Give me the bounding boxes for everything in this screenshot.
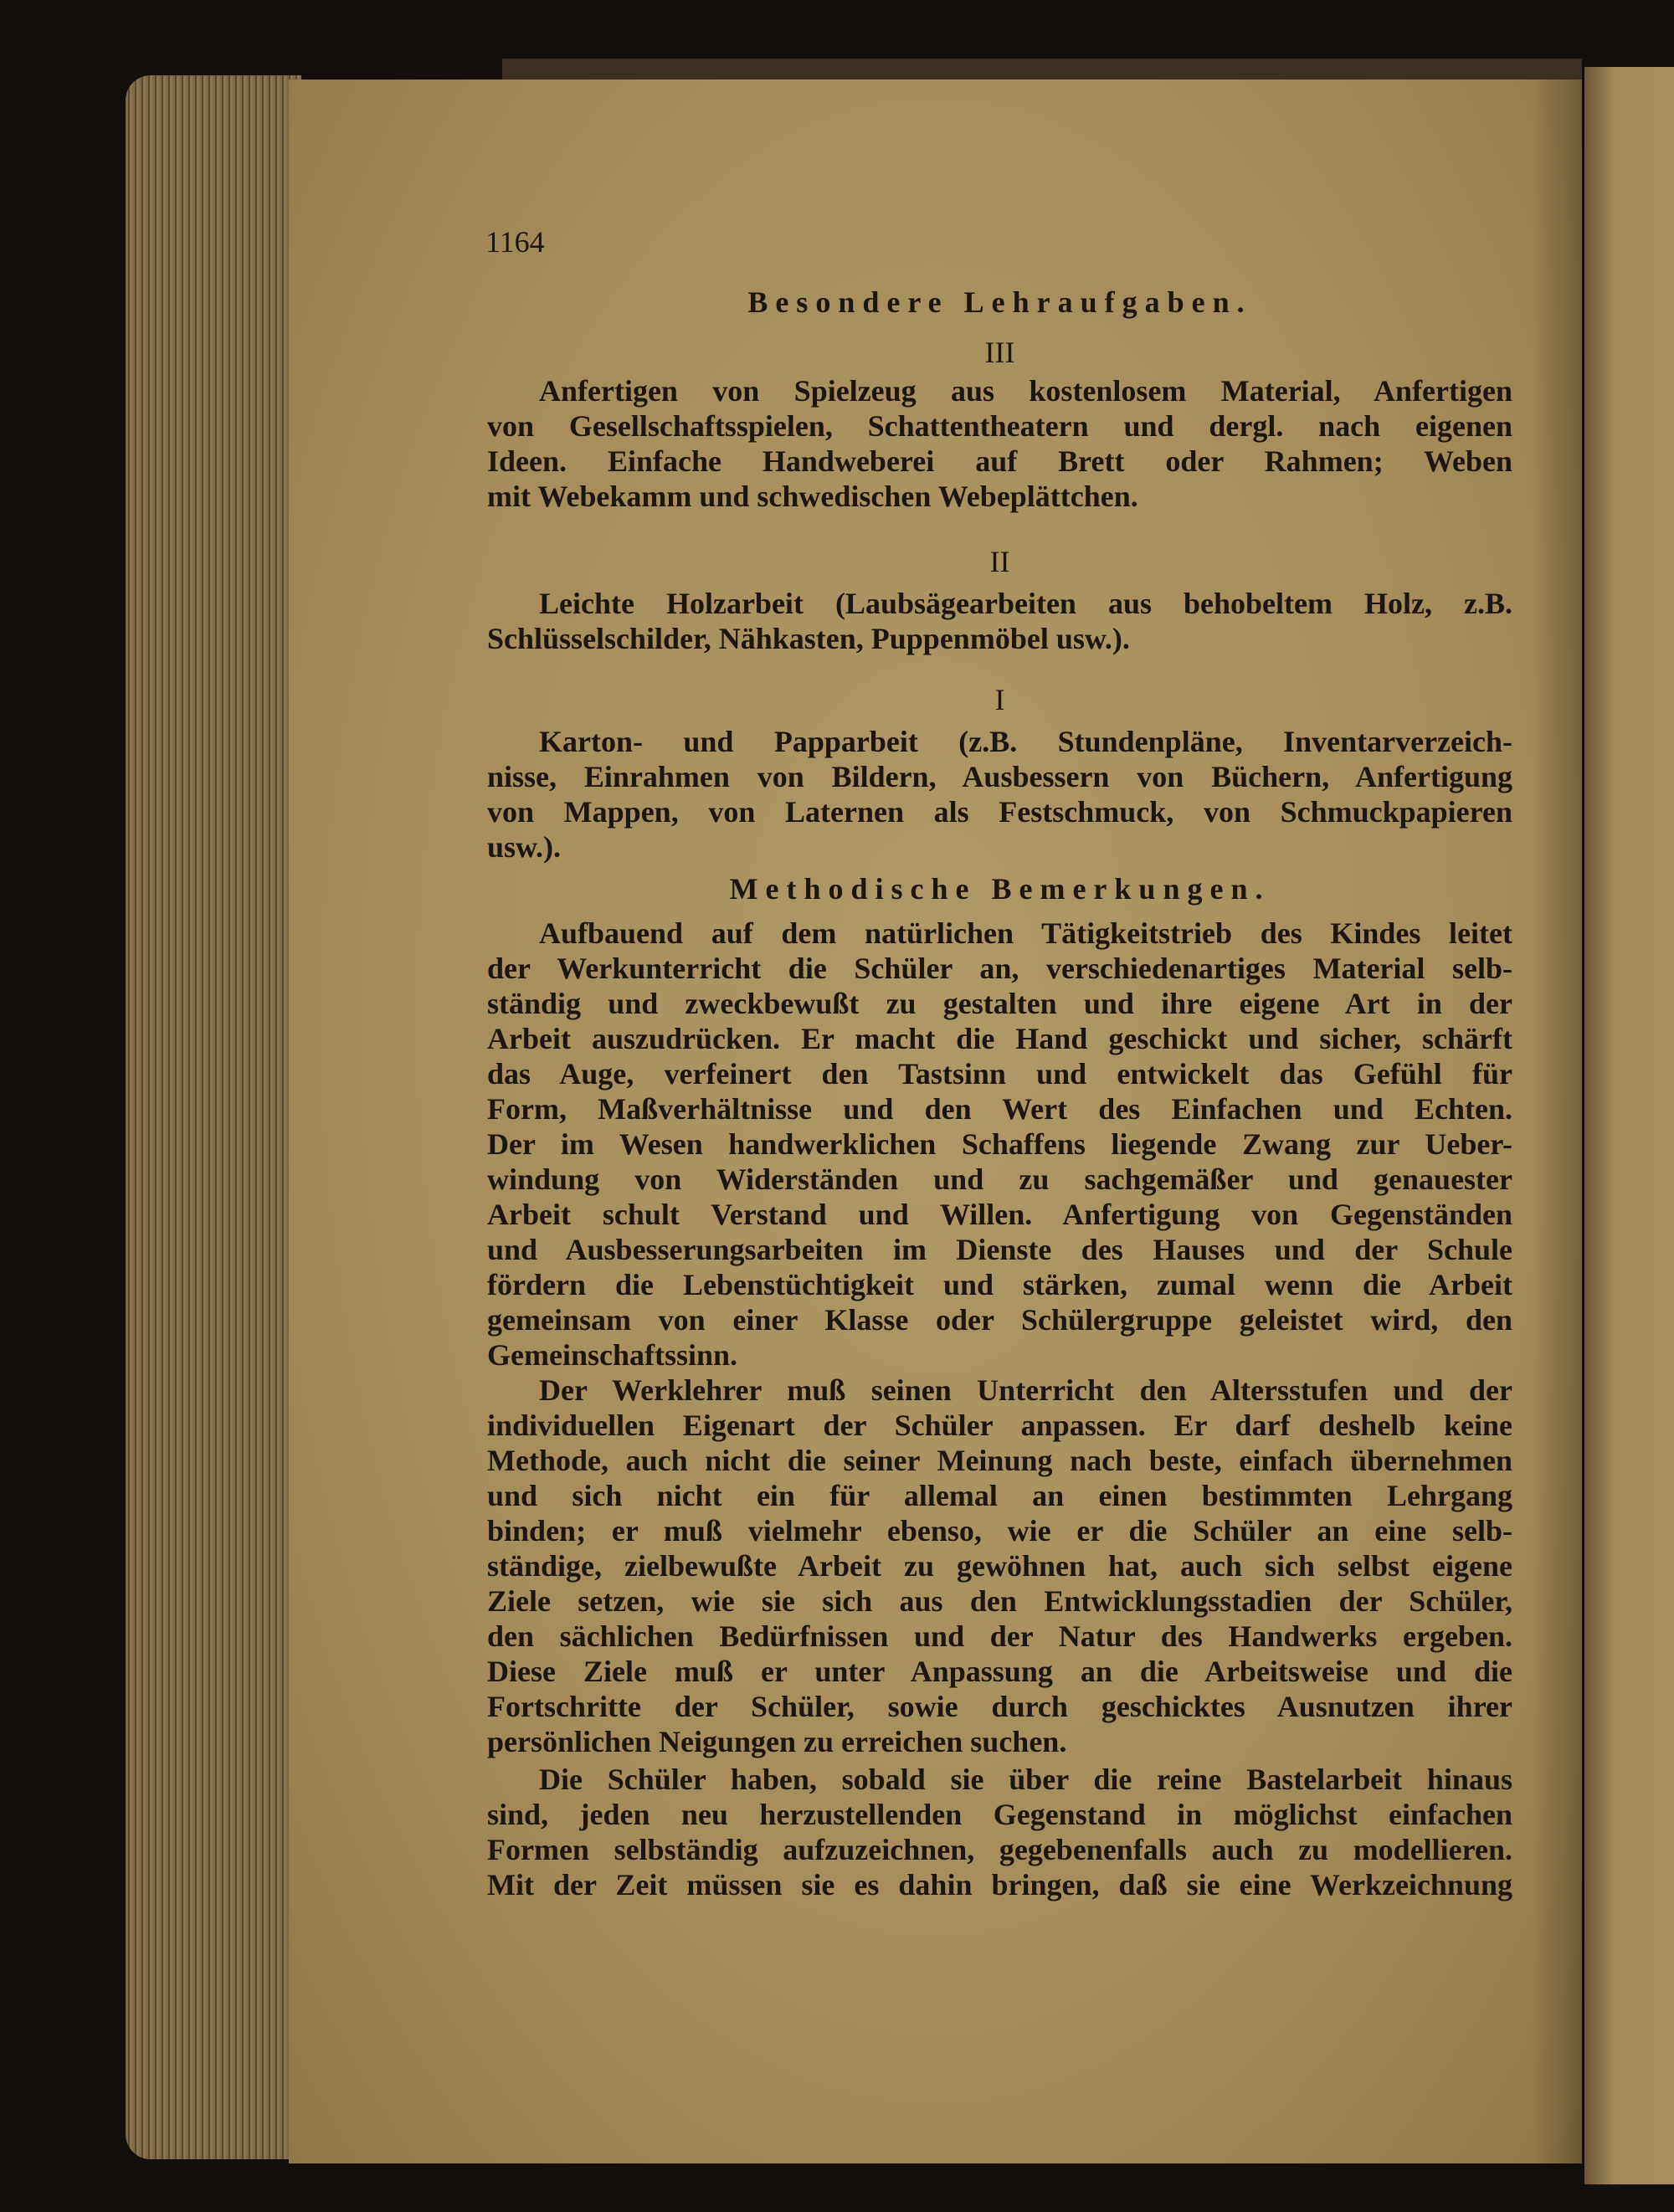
text-line: Leichte Holzarbeit (Laubsägearbeiten aus behobeltem Holz, z.B. — [539, 587, 1512, 620]
text-line: fördern die Lebenstüchtigkeit und stärken, zumal wenn die Arbeit — [487, 1268, 1512, 1301]
text-line: das Auge, verfeinert den Tastsinn und entwickelt das Gefühl für — [487, 1057, 1512, 1091]
text-line: Fortschritte der Schüler, sowie durch geschicktes Ausnutzen ihrer — [487, 1690, 1512, 1723]
text-line: individuellen Eigenart der Schüler anpassen. Er darf deshelb keine — [487, 1409, 1512, 1442]
text-line: Der im Wesen handwerklichen Schaffens liegende Zwang zur Ueber- — [487, 1127, 1512, 1161]
text-line: Form, Maßverhältnisse und den Wert des Einfachen und Echten. — [487, 1092, 1512, 1126]
text-line: und sich nicht ein für allemal an einen bestimmten Lehrgang — [487, 1479, 1512, 1512]
text-line: Formen selbständig aufzuzeichnen, gegebenenfalls auch zu modellieren. — [487, 1833, 1512, 1866]
text-line: persönlichen Neigungen zu erreichen suchen. — [487, 1725, 1067, 1758]
text-line: Der Werklehrer muß seinen Unterricht den Altersstufen und der — [539, 1373, 1512, 1407]
paragraph-1 — [487, 916, 1512, 1373]
section-ii-text — [487, 586, 1512, 656]
text-line: Arbeit auszudrücken. Er macht die Hand geschickt und sicher, schärft — [487, 1022, 1512, 1055]
section-title: Besondere Lehraufgaben. — [747, 285, 1252, 319]
text-line: Die Schüler haben, sobald sie über die reine Bastelarbeit hinaus — [539, 1763, 1512, 1796]
paragraph-2 — [487, 1373, 1512, 1759]
text-line: von Gesellschaftsspielen, Schattentheatern und dergl. nach eigenen — [487, 409, 1512, 443]
text-line: ständig und zweckbewußt zu gestalten und ihre eigene Art in der — [487, 987, 1512, 1020]
text-line: Gemeinschaftssinn. — [487, 1338, 738, 1372]
text-line: Diese Ziele muß er unter Anpassung an die Arbeitsweise und die — [487, 1655, 1512, 1688]
section-i-text — [487, 724, 1512, 865]
text-line: Schlüsselschilder, Nähkasten, Puppenmöbel usw.). — [487, 622, 1130, 655]
text-line: Aufbauend auf dem natürlichen Tätigkeitstrieb des Kindes leitet — [539, 916, 1512, 950]
paragraph-3 — [487, 1762, 1512, 1902]
text-line: Ideen. Einfache Handweberei auf Brett oder Rahmen; Weben — [487, 444, 1512, 478]
text-line: ständige, zielbewußte Arbeit zu gewöhnen hat, auch sich selbst eigene — [487, 1549, 1512, 1583]
text-line: gemeinsam von einer Klasse oder Schülergruppe geleistet wird, den — [487, 1303, 1512, 1337]
remarks-heading: Methodische Bemerkungen. — [729, 872, 1271, 906]
book-page-edges — [126, 75, 301, 2159]
text-line: den sächlichen Bedürfnissen und der Natur des Handwerks ergeben. — [487, 1619, 1512, 1653]
text-line: nisse, Einrahmen von Bildern, Ausbessern von Büchern, Anfertigung — [487, 760, 1512, 793]
facing-page-edge — [1584, 67, 1674, 2184]
text-line: mit Webekamm und schwedischen Webeplättchen. — [487, 480, 1138, 513]
text-line: von Mappen, von Laternen als Festschmuck, von Schmuckpapieren — [487, 795, 1512, 829]
text-line: binden; er muß vielmehr ebenso, wie er die Schüler an eine selb- — [487, 1514, 1512, 1547]
text-line: Methode, auch nicht die seiner Meinung nach beste, einfach übernehmen — [487, 1444, 1512, 1477]
page-number: 1164 — [485, 225, 545, 259]
text-line: Anfertigen von Spielzeug aus kostenlosem Material, Anfertigen — [539, 374, 1512, 408]
section-numeral-i: I — [994, 683, 1005, 716]
text-line: und Ausbesserungsarbeiten im Dienste des Hauses und der Schule — [487, 1233, 1512, 1266]
section-numeral-iii: III — [984, 336, 1015, 369]
text-line: windung von Widerständen und zu sachgemäßer und genauester — [487, 1162, 1512, 1196]
text-line: Ziele setzen, wie sie sich aus den Entwicklungsstadien der Schüler, — [487, 1584, 1512, 1618]
text-line: Karton- und Papparbeit (z.B. Stundenpläne, Inventarverzeich- — [539, 725, 1512, 758]
text-line: sind, jeden neu herzustellenden Gegenstand in möglichst einfachen — [487, 1798, 1512, 1831]
text-line: usw.). — [487, 830, 562, 864]
text-line: Mit der Zeit müssen sie es dahin bringen, daß sie eine Werkzeichnung — [487, 1868, 1512, 1901]
section-numeral-ii: II — [989, 545, 1010, 578]
text-line: Arbeit schult Verstand und Willen. Anfertigung von Gegenständen — [487, 1198, 1512, 1231]
text-line: der Werkunterricht die Schüler an, verschiedenartiges Material selb- — [487, 952, 1512, 985]
section-iii-text — [487, 373, 1512, 514]
